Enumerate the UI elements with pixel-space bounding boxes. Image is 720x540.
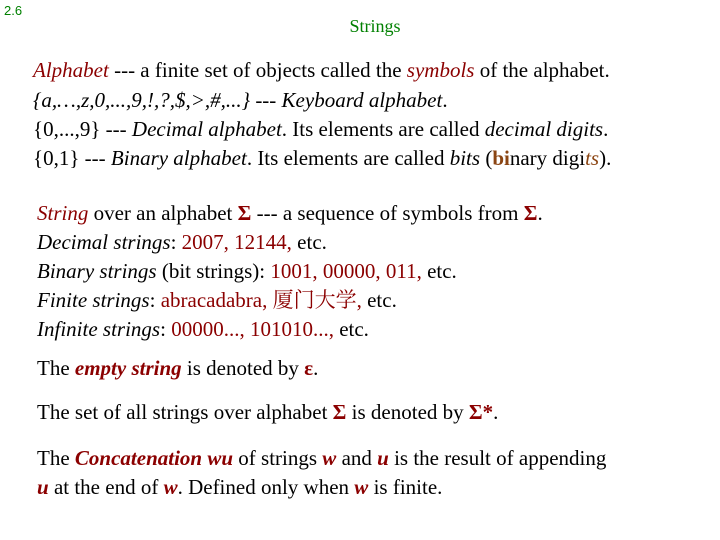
text: The [37,446,75,470]
text: . [537,201,543,225]
decimal-alphabet-name: Decimal alphabet [131,117,282,141]
text: --- a sequence of symbols from [251,201,524,225]
ts-highlight: ts [585,146,600,170]
decimal-examples: 2007, 12144, [181,230,292,254]
concatenation-line-1 [37,445,606,471]
text: ). [599,146,612,170]
text: . [313,356,319,380]
w-symbol: w [322,446,337,470]
binary-strings-line [37,258,457,284]
text: --- a finite set of objects called the [108,58,407,82]
text: (bit strings): [156,259,271,283]
decimal-set: {0,...,9} [33,117,101,141]
text: The set of all strings over alphabet [37,400,333,424]
w-symbol: w [354,475,369,499]
text: is finite. [368,475,443,499]
text: is denoted by [181,356,305,380]
sigma-symbol: Σ [237,201,252,225]
text: --- [79,146,111,170]
text: is denoted by [346,400,469,424]
bi-highlight: bi [492,146,510,170]
wu-symbol: wu [207,446,234,470]
infinite-strings-term: Infinite strings [37,317,161,341]
binary-alphabet-line [33,145,611,171]
sigma-star-symbol: Σ* [468,400,494,424]
page-title: Strings [349,16,401,36]
infinite-examples: 00000..., 101010..., [171,317,334,341]
text: is the result of appending [388,446,607,470]
w-symbol: w [163,475,178,499]
infinite-strings-line [37,316,369,342]
u-symbol: u [37,475,49,499]
decimal-strings-term: Decimal strings [37,230,171,254]
text: . Its elements are called [281,117,485,141]
text: of strings [233,446,323,470]
keyboard-alphabet-line [33,87,448,113]
text: over an alphabet [88,201,238,225]
symbols-term: symbols [406,58,475,82]
text: . Its elements are called [246,146,450,170]
text: etc. [421,259,457,283]
text: --- [100,117,132,141]
finite-strings-term: Finite strings [37,288,150,312]
text: . [493,400,499,424]
text: The [37,356,75,380]
finite-strings-line [37,287,397,313]
text: and [336,446,378,470]
alphabet-term: Alphabet [33,58,109,82]
concatenation-line-2 [37,474,442,500]
bits-term: bits [449,146,481,170]
string-term: String [37,201,89,225]
text: : [160,317,172,341]
sigma-symbol: Σ [332,400,347,424]
decimal-alphabet-line [33,116,608,142]
text: --- [250,88,282,112]
decimal-digits-term: decimal digits [484,117,604,141]
text: : [149,288,161,312]
text: etc. [291,230,327,254]
text: etc. [333,317,369,341]
empty-string-term: empty string [74,356,182,380]
empty-string-line [37,355,318,381]
string-definition-line [37,200,543,226]
binary-examples: 1001, 00000, 011, [270,259,422,283]
text: . Defined only when [177,475,355,499]
text: . [442,88,448,112]
binary-set: {0,1} [33,146,80,170]
sigma-symbol: Σ [523,201,538,225]
text: : [170,230,182,254]
alphabet-definition-line [33,57,610,83]
sigma-star-line [37,399,498,425]
finite-examples: abracadabra, 厦门大学, [160,288,362,312]
keyboard-set: {a,…,z,0,...,9,!,?,$,>,#,...} [33,88,251,112]
text: ( [480,146,493,170]
text: . [603,117,609,141]
text: nary digi [509,146,586,170]
keyboard-alphabet-name: Keyboard alphabet [281,88,443,112]
text: at the end of [48,475,164,499]
epsilon-symbol: ε [304,356,314,380]
text: etc. [361,288,397,312]
concatenation-term: Concatenation [74,446,203,470]
u-symbol: u [377,446,389,470]
binary-strings-term: Binary strings [37,259,157,283]
binary-alphabet-name: Binary alphabet [110,146,247,170]
text: of the alphabet. [474,58,610,82]
decimal-strings-line [37,229,327,255]
slide-number: 2.6 [4,3,23,18]
